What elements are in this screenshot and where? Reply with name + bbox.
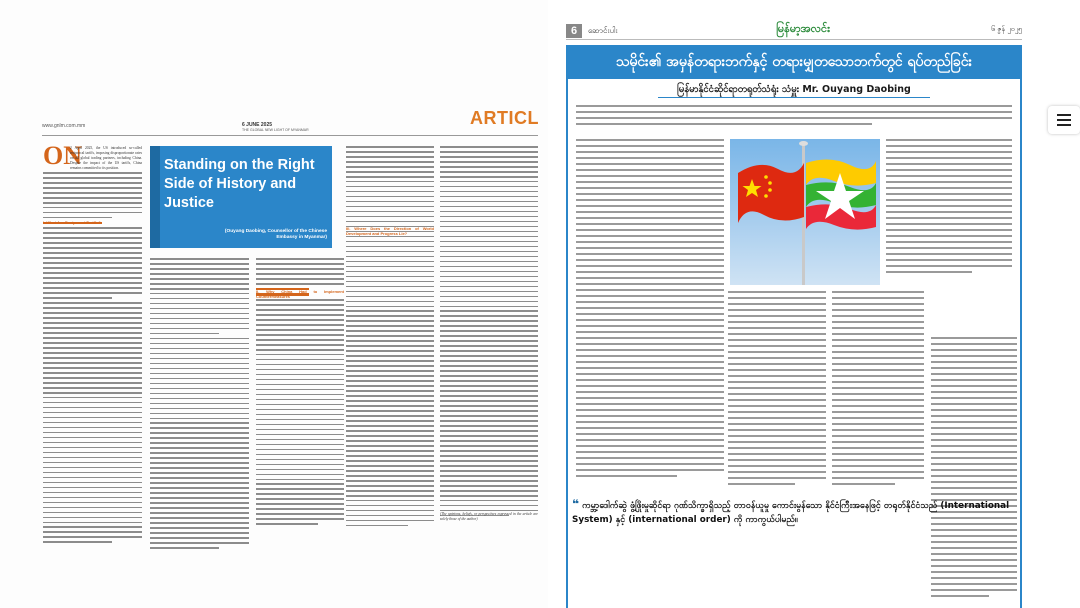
article-frame <box>566 45 1022 608</box>
title-bar <box>568 47 1020 79</box>
china-flag-small-star <box>764 175 768 179</box>
flags-illustration <box>730 139 880 285</box>
column-5-mm <box>931 337 1017 601</box>
column-4-mm <box>886 139 1012 277</box>
site-url[interactable]: www.gnlm.com.mm <box>42 123 86 129</box>
header-divider <box>42 135 538 136</box>
paper-name: THE GLOBAL NEW LIGHT OF MYANMAR <box>242 128 309 132</box>
subhead-3: III. Where Does the Direction of World Development and Progress Lie? <box>346 226 434 236</box>
column-2-mm <box>728 291 826 489</box>
column-2-text <box>150 258 249 552</box>
intro-text-mm <box>576 105 1012 129</box>
flags-photo <box>730 139 880 285</box>
myanmar-newspaper-page <box>552 0 1080 608</box>
pull-quote-mm <box>572 497 1012 527</box>
pull-quote-text: ကမ္ဘာ့ဒေါက်ဆွဲ ဖွံ့ဖြိုးမှုဆိုင်ရာ ဂုဏ်သိက္ခာရှိသည့် တာဝန်ယူမှု ကောင်းမွန်သော နိုင်ငံကြီးအနေဖြင့် တရုတ်နိုင်ငံသည် (International System) နှင့် (international order) ကို ကာကွယ်ပါမည်။ <box>572 501 1010 525</box>
issue-date: 6 JUNE 2025 <box>242 122 273 128</box>
banner-stripe <box>150 146 160 248</box>
menu-button[interactable] <box>1048 106 1080 134</box>
column-4-text <box>346 146 434 530</box>
subhead-2: II. Why China Had to Implement Countermeasures <box>256 289 344 299</box>
drop-cap: ON <box>43 141 82 170</box>
article-byline: (Ouyang Daobing, Counsellor of the Chinese Embassy in Myanmar) <box>224 229 327 240</box>
column-1-text <box>43 172 142 546</box>
page-number: 6 <box>566 24 582 38</box>
issue-date-mm: ၆ ဇွန် ၂၀၂၅ <box>991 25 1022 33</box>
article-headline: Standing on the Right Side of History and Justice <box>164 157 315 211</box>
china-flag-small-star <box>768 188 772 192</box>
column-3-mm <box>832 291 924 489</box>
article-byline-mm: မြန်မာနိုင်ငံဆိုင်ရာတရုတ်သံရုံး သံမှူး Mr. Ouyang Daobing <box>677 84 911 95</box>
paper-logo: မြန်မာ့အလင်း <box>776 22 830 35</box>
china-flag-small-star <box>768 181 772 185</box>
quote-mark-icon: ❝ <box>572 497 580 511</box>
china-flag-small-star <box>764 194 768 198</box>
page-topbar <box>566 22 1022 40</box>
column-1-mm <box>576 139 724 481</box>
article-title-mm: သမိုင်း၏ အမှန်တရားဘက်နှင့် တရားမျှတသောဘက်တွင် ရပ်တည်ခြင်း <box>615 54 973 70</box>
lead-paragraph: 2 April 2025, the US introduced so-called reciprocal tariffs, imposing disproportionate rates on all global trading partners, including China. Despite the impact of the US tariffs, China remains committed to its position. <box>70 146 142 170</box>
subhead-1: I. What Are Reciprocal Tariffs? <box>43 220 101 225</box>
section-label: ARTICL <box>470 108 539 128</box>
section-label-mm: ဆောင်းပါး <box>588 26 618 35</box>
article-footnote: (The opinions, beliefs, or perspectives expressed in the article are solely those of the author) <box>440 512 538 522</box>
byline-divider <box>658 97 930 98</box>
column-5-text <box>440 146 538 520</box>
page-header <box>42 123 538 133</box>
